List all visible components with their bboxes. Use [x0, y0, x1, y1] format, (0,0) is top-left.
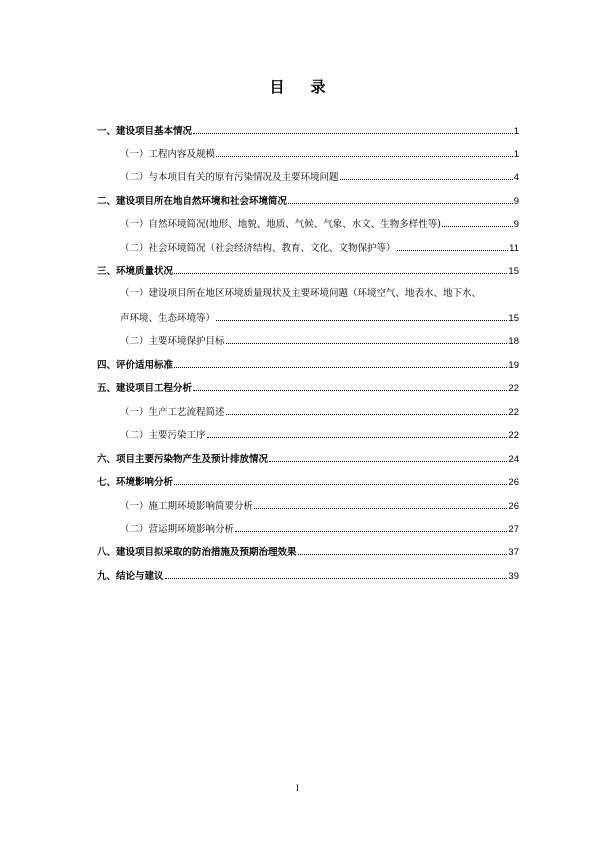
toc-entry-page: 26 [508, 477, 519, 488]
leader-dots [340, 168, 513, 180]
toc-entry-page: 24 [508, 454, 519, 465]
toc-entry-label: （一）建设项目所在地区环境质量现状及主要环境问题（环境空气、地表水、地下水、 [120, 288, 482, 299]
toc-entry[interactable] [97, 379, 519, 395]
leader-dots [397, 239, 509, 251]
toc-entry-page: 4 [513, 172, 519, 183]
leader-dots [442, 215, 513, 227]
toc-entry-page: 18 [508, 336, 519, 347]
toc-entry-label: 四、评价适用标准 [97, 360, 174, 371]
toc-entry-page: 22 [508, 407, 519, 418]
toc-entry-label: 八、建设项目拟采取的防治措施及预期治理效果 [97, 547, 297, 558]
toc-entry-label: 六、项目主要污染物产生及预计排放情况 [97, 454, 269, 465]
leader-dots [193, 379, 507, 391]
toc-entry-label: 二、建设项目所在地自然环境和社会环境简况 [97, 196, 288, 207]
toc-entry[interactable] [120, 145, 519, 161]
toc-entry-label: （二）主要污染工序 [120, 430, 206, 441]
toc-entry-page: 27 [508, 524, 519, 535]
page-number: I [296, 783, 299, 793]
toc-entry[interactable] [120, 239, 519, 255]
toc-entry[interactable] [120, 426, 519, 442]
leader-dots [235, 520, 507, 532]
leader-dots [254, 497, 507, 509]
leader-dots [216, 145, 513, 157]
toc-entry[interactable] [97, 262, 519, 278]
toc-entry-page: 11 [509, 243, 519, 254]
toc-entry[interactable] [97, 567, 519, 583]
toc-entry-page: 26 [508, 501, 519, 512]
toc-entry-label: （一）工程内容及规模 [120, 149, 216, 160]
toc-entry[interactable] [97, 356, 519, 372]
leader-dots [174, 473, 507, 485]
toc-entry-label: （一）自然环境简况(地形、地貌、地质、气候、气象、水文、生物多样性等) [120, 219, 441, 230]
toc-entry-label: （二）主要环境保护目标 [120, 336, 225, 347]
toc-entry-page: 9 [513, 219, 519, 230]
toc-entry-label: 三、环境质量状况 [97, 266, 174, 277]
toc-entry[interactable] [120, 168, 519, 184]
leader-dots [288, 192, 513, 204]
toc-entry[interactable] [97, 473, 519, 489]
leader-dots [165, 567, 508, 579]
toc-entry[interactable] [120, 215, 519, 231]
toc-entry-page: 39 [508, 571, 519, 582]
leader-dots [174, 356, 507, 368]
toc-entry-label: 五、建设项目工程分析 [97, 383, 193, 394]
toc-entry-page: 19 [508, 360, 519, 371]
toc-entry[interactable] [97, 122, 519, 138]
toc-entry-label: （二）营运期环境影响分析 [120, 524, 235, 535]
leader-dots [174, 262, 507, 274]
toc-entry[interactable] [120, 332, 519, 348]
toc-entry[interactable] [120, 520, 519, 536]
page-title: 目录 [269, 78, 352, 96]
toc-entry[interactable] [120, 286, 519, 302]
toc-entry-page: 22 [508, 383, 519, 394]
leader-dots [298, 543, 508, 555]
toc-entry[interactable] [120, 497, 519, 513]
toc-entry-page: 15 [508, 313, 519, 324]
leader-dots [216, 309, 507, 321]
toc-entry-label: （一）生产工艺流程简述 [120, 407, 225, 418]
toc-entry-label: （二）与本项目有关的原有污染情况及主要环境问题 [120, 172, 339, 183]
toc-entry[interactable] [120, 309, 519, 325]
toc-entry-page: 1 [513, 149, 519, 160]
toc-entry-label: （二）社会环境简况（社会经济结构、教育、文化、文物保护等） [120, 243, 396, 254]
leader-dots [193, 122, 513, 134]
toc-entry-label: （一）施工期环境影响简要分析 [120, 501, 254, 512]
toc-entry-label: 声环境、生态环境等） [120, 313, 216, 324]
toc-entry-page: 1 [513, 126, 519, 137]
toc-entry[interactable] [97, 192, 519, 208]
toc-entry[interactable] [120, 403, 519, 419]
toc-entry[interactable] [97, 450, 519, 466]
leader-dots [269, 450, 507, 462]
toc-entry-page: 37 [508, 547, 519, 558]
leader-dots [226, 332, 508, 344]
toc-entry-page: 22 [508, 430, 519, 441]
toc-entry-label: 七、环境影响分析 [97, 477, 174, 488]
leader-dots [226, 403, 508, 415]
toc-entry-label: 九、结论与建议 [97, 571, 164, 582]
toc-entry-page: 15 [508, 266, 519, 277]
toc-entry[interactable] [97, 543, 519, 559]
toc-entry-label: 一、建设项目基本情况 [97, 126, 193, 137]
leader-dots [207, 426, 508, 438]
toc-entry-page: 9 [513, 196, 519, 207]
